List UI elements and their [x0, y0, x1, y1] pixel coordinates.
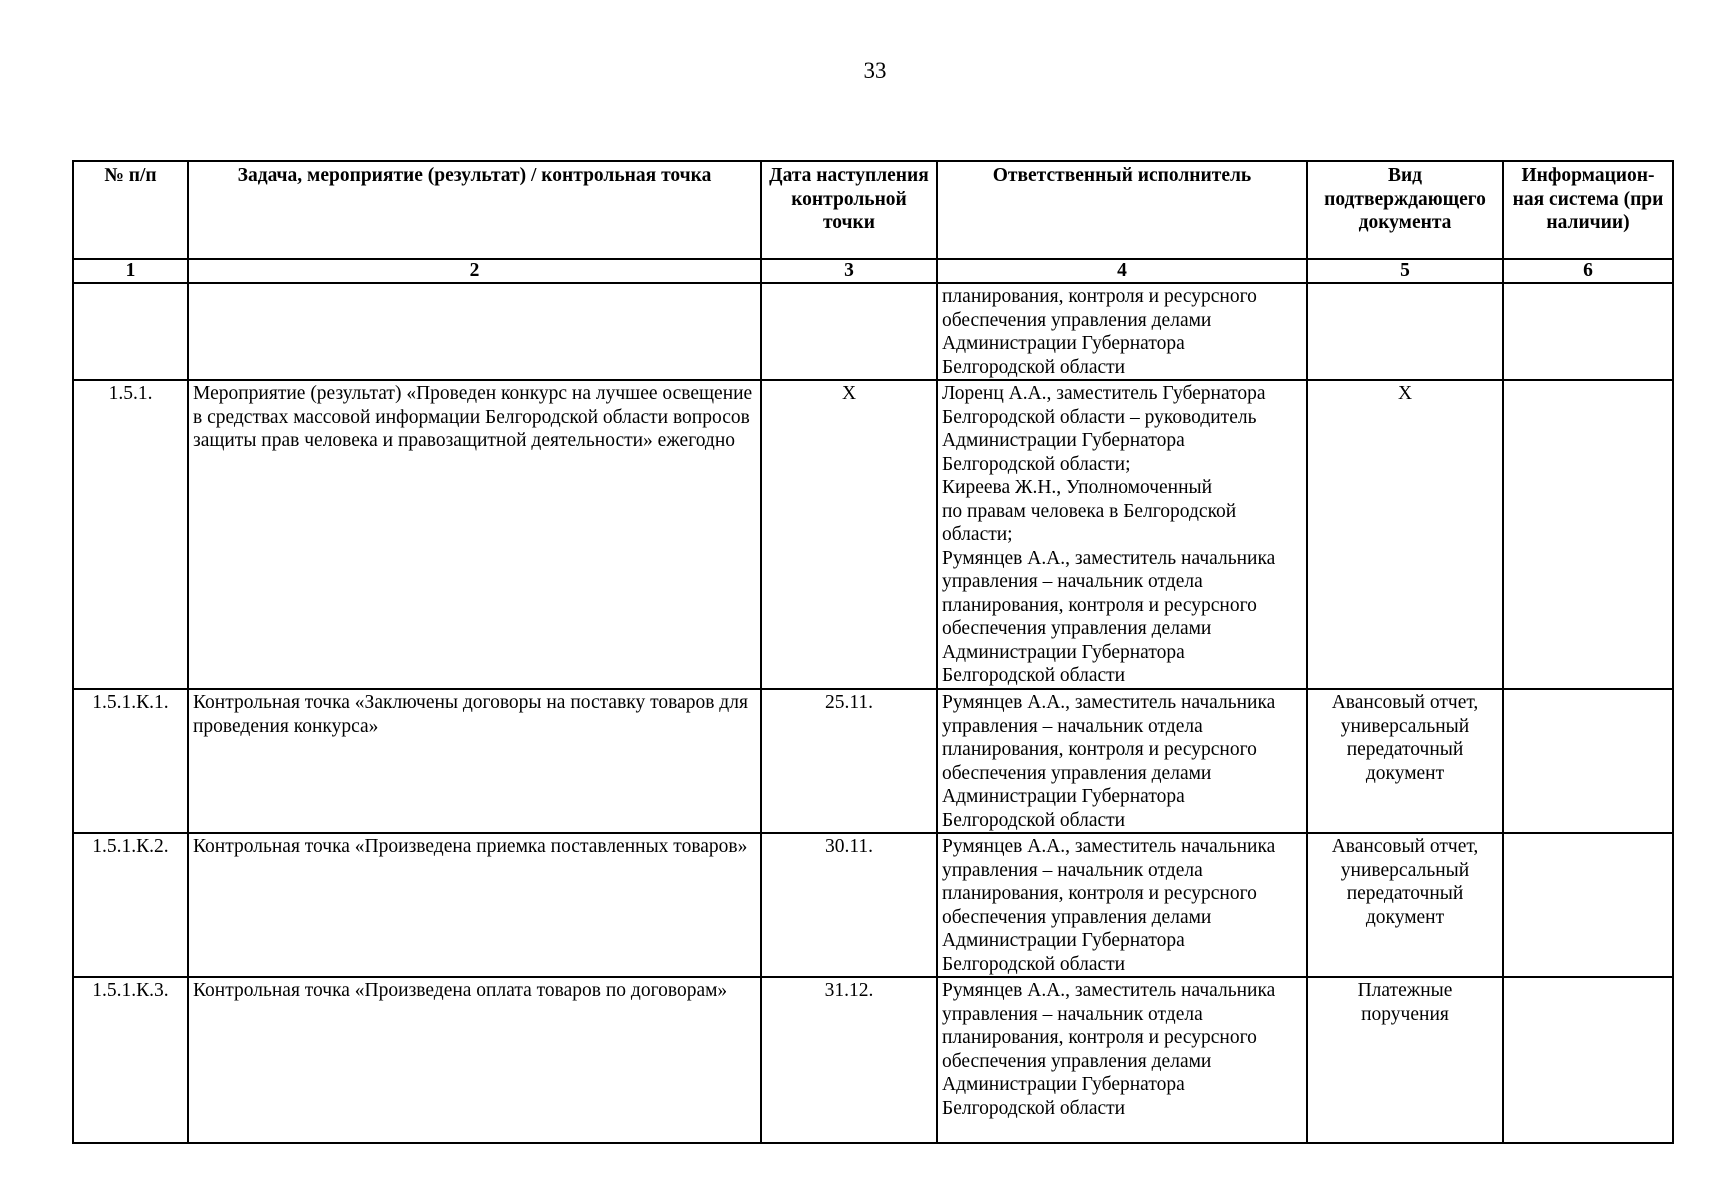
- table-row: [73, 833, 1673, 977]
- responsible-line: Администрации Губернатора: [942, 1074, 1185, 1095]
- responsible-line: Белгородской области – руководитель: [942, 406, 1257, 428]
- responsible-line: Белгородской области;: [942, 453, 1131, 475]
- responsible-line: Белгородской области: [942, 665, 1126, 686]
- responsible-line: Администрации Губернатора: [942, 430, 1185, 451]
- row-date: 25.11.: [761, 689, 937, 833]
- row-task: Контрольная точка «Произведена приемка поставленных товаров»: [188, 833, 761, 977]
- row-date: 31.12.: [761, 977, 937, 1143]
- responsible-line: Лоренц А.А., заместитель Губернатора: [942, 383, 1266, 404]
- row-document: Платежные поручения: [1307, 977, 1503, 1143]
- responsible-line: управления – начальник отдела: [942, 715, 1203, 737]
- responsible-line: Киреева Ж.Н., Уполномоченный: [942, 477, 1213, 498]
- row-system: [1503, 977, 1673, 1143]
- row-number: 1.5.1.К.2.: [73, 833, 188, 977]
- header-document: Вид подтверждающего документа: [1307, 161, 1503, 259]
- row-responsible: [937, 833, 1307, 977]
- responsible-line: Румянцев А.А., заместитель начальника: [942, 692, 1276, 713]
- row-system: [1503, 833, 1673, 977]
- responsible-line: обеспечения управления делами: [942, 618, 1212, 639]
- row-task: [188, 283, 761, 380]
- column-number: 6: [1503, 259, 1673, 283]
- responsible-line: планирования, контроля и ресурсного: [942, 1027, 1257, 1048]
- responsible-line: Белгородской области: [942, 1097, 1126, 1119]
- responsible-line: планирования, контроля и ресурсного: [942, 739, 1257, 760]
- header-responsible: Ответственный исполнитель: [937, 161, 1307, 259]
- responsible-line: Администрации Губернатора: [942, 930, 1185, 951]
- row-responsible: [937, 283, 1307, 380]
- responsible-line: обеспечения управления делами: [942, 309, 1212, 331]
- row-responsible: [937, 689, 1307, 833]
- responsible-line: обеспечения управления делами: [942, 1050, 1212, 1072]
- responsible-line: Белгородской области: [942, 953, 1126, 975]
- plan-table: [72, 160, 1674, 1144]
- table-header-row: [73, 161, 1673, 259]
- row-system: [1503, 689, 1673, 833]
- row-date: Х: [761, 380, 937, 689]
- table-row: [73, 283, 1673, 380]
- row-number: [73, 283, 188, 380]
- row-number: 1.5.1.К.3.: [73, 977, 188, 1143]
- table-row: [73, 689, 1673, 833]
- row-date: [761, 283, 937, 380]
- row-system: [1503, 283, 1673, 380]
- responsible-line: по правам человека в Белгородской: [942, 500, 1237, 522]
- column-number: 2: [188, 259, 761, 283]
- row-number: 1.5.1.К.1.: [73, 689, 188, 833]
- responsible-line: Румянцев А.А., заместитель начальника: [942, 980, 1276, 1001]
- responsible-line: области;: [942, 524, 1013, 545]
- responsible-line: планирования, контроля и ресурсного: [942, 594, 1257, 616]
- responsible-line: обеспечения управления делами: [942, 762, 1212, 784]
- row-system: [1503, 380, 1673, 689]
- responsible-line: Белгородской области: [942, 356, 1126, 378]
- header-system: Информацион-ная система (при наличии): [1503, 161, 1673, 259]
- table-row: [73, 380, 1673, 689]
- responsible-line: Администрации Губернатора: [942, 641, 1185, 663]
- column-number: 3: [761, 259, 937, 283]
- column-number: 1: [73, 259, 188, 283]
- responsible-line: управления – начальник отдела: [942, 1003, 1203, 1025]
- responsible-line: Румянцев А.А., заместитель начальника: [942, 836, 1276, 857]
- column-number: 4: [937, 259, 1307, 283]
- page-number: 33: [863, 58, 887, 83]
- responsible-line: Румянцев А.А., заместитель начальника: [942, 547, 1276, 569]
- table-row: [73, 977, 1673, 1143]
- row-task: Контрольная точка «Произведена оплата товаров по договорам»: [188, 977, 761, 1143]
- header-task: Задача, мероприятие (результат) / контрольная точка: [188, 161, 761, 259]
- responsible-line: планирования, контроля и ресурсного: [942, 883, 1257, 904]
- row-date: 30.11.: [761, 833, 937, 977]
- column-number: 5: [1307, 259, 1503, 283]
- responsible-line: управления – начальник отдела: [942, 571, 1203, 592]
- row-responsible: [937, 977, 1307, 1143]
- responsible-line: Администрации Губернатора: [942, 333, 1185, 354]
- row-document: Авансовый отчет, универсальный передаточный документ: [1307, 833, 1503, 977]
- row-document: [1307, 283, 1503, 380]
- responsible-line: Администрации Губернатора: [942, 786, 1185, 807]
- responsible-line: планирования, контроля и ресурсного: [942, 286, 1257, 307]
- column-number-row: [73, 259, 1673, 283]
- responsible-line: обеспечения управления делами: [942, 906, 1212, 928]
- responsible-line: управления – начальник отдела: [942, 859, 1203, 881]
- header-num: № п/п: [73, 161, 188, 259]
- row-number: 1.5.1.: [73, 380, 188, 689]
- header-date: Дата наступления контрольной точки: [761, 161, 937, 259]
- row-document: Авансовый отчет, универсальный передаточный документ: [1307, 689, 1503, 833]
- row-task: Контрольная точка «Заключены договоры на поставку товаров для проведения конкурса»: [188, 689, 761, 833]
- row-task: Мероприятие (результат) «Проведен конкурс на лучшее освещение в средствах массовой информации Белгородской области вопросов защиты прав человека и правозащитной деятельности» ежегодно: [188, 380, 761, 689]
- row-responsible: [937, 380, 1307, 689]
- responsible-line: Белгородской области: [942, 809, 1126, 831]
- row-document: Х: [1307, 380, 1503, 689]
